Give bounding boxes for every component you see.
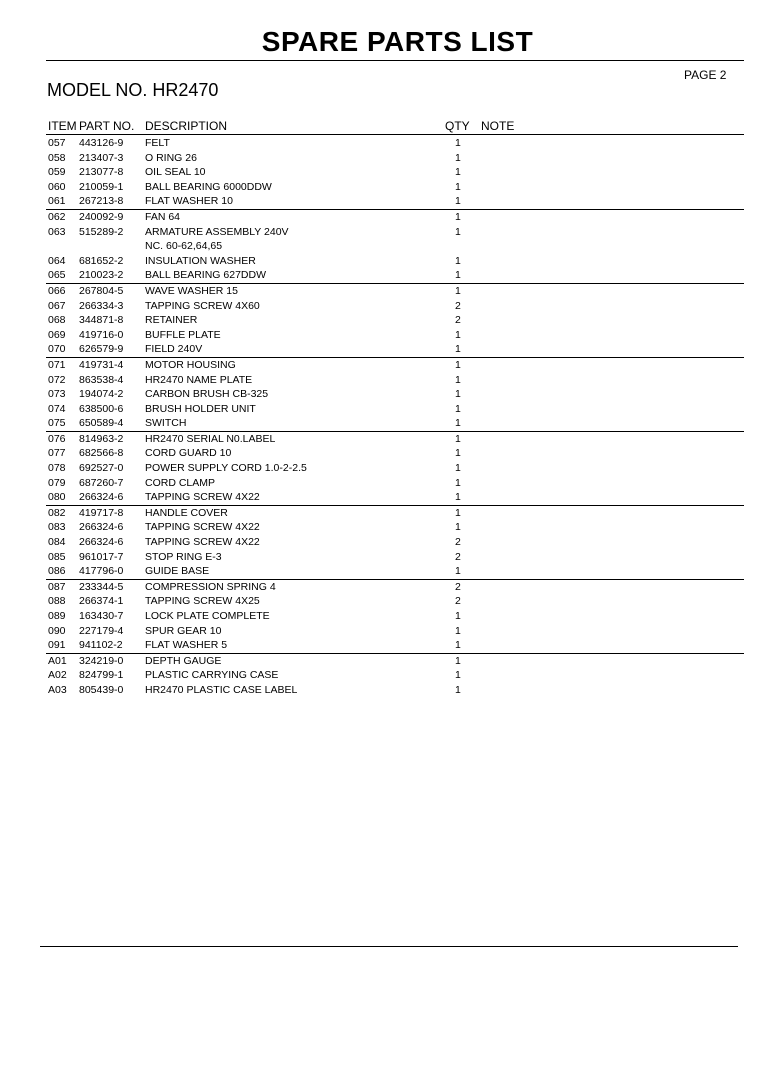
part-number: 267804-5	[79, 284, 124, 297]
quantity: 1	[455, 521, 461, 534]
table-row	[0, 313, 760, 328]
part-description: ARMATURE ASSEMBLY 240V	[145, 225, 289, 238]
part-description: INSULATION WASHER	[145, 254, 256, 267]
part-number: 941102-2	[79, 639, 123, 652]
part-description: FIELD 240V	[145, 343, 203, 356]
part-number: 681652-2	[79, 254, 124, 267]
quantity: 1	[455, 491, 461, 504]
part-number: 324219-0	[79, 654, 124, 667]
part-description: TAPPING SCREW 4X60	[145, 299, 260, 312]
item-number: 078	[48, 462, 66, 475]
table-row	[0, 402, 760, 417]
part-number: 267213-8	[79, 195, 124, 208]
part-description: LOCK PLATE COMPLETE	[145, 610, 270, 622]
part-number: 419717-8	[79, 506, 124, 519]
quantity: 1	[455, 328, 461, 341]
part-description: TAPPING SCREW 4X22	[145, 491, 260, 504]
item-number: 060	[48, 180, 66, 193]
table-row	[0, 490, 760, 505]
item-number: 076	[48, 432, 66, 445]
table-row	[0, 564, 760, 579]
part-number: 824799-1	[79, 669, 124, 682]
model-number: MODEL NO. HR2470	[47, 80, 219, 100]
quantity: 1	[455, 284, 461, 297]
quantity: 1	[455, 683, 461, 696]
table-row	[46, 653, 744, 669]
table-row	[0, 550, 760, 565]
item-number: 083	[48, 521, 66, 534]
part-description: RETAINER	[145, 314, 198, 327]
item-number: 082	[48, 506, 66, 519]
part-number: 814963-2	[79, 432, 124, 445]
quantity: 1	[455, 565, 461, 578]
part-number: 194074-2	[79, 388, 124, 401]
part-description: BRUSH HOLDER UNIT	[145, 402, 256, 415]
part-number: 638500-6	[79, 402, 124, 415]
table-row	[0, 535, 760, 550]
part-description: O RING 26	[145, 151, 197, 164]
table-row	[46, 357, 744, 373]
part-number: 213407-3	[79, 151, 124, 164]
part-number: 344871-8	[79, 314, 124, 327]
part-description: HR2470 SERIAL N0.LABEL	[145, 432, 276, 445]
quantity: 1	[455, 269, 461, 282]
table-row	[0, 225, 760, 240]
quantity: 1	[455, 417, 461, 430]
table-row	[0, 446, 760, 461]
item-number: 080	[48, 491, 66, 504]
item-number: 090	[48, 624, 66, 637]
bottom-rule	[40, 946, 738, 947]
table-row	[0, 136, 760, 151]
part-description: GUIDE BASE	[145, 565, 210, 578]
part-number: 419731-4	[79, 358, 124, 371]
part-number: 417796-0	[79, 565, 124, 578]
part-description: HR2470 NAME PLATE	[145, 373, 253, 386]
quantity: 1	[455, 639, 461, 652]
item-number: 087	[48, 580, 66, 593]
part-number: 266334-3	[79, 299, 124, 312]
page-title: SPARE PARTS LIST	[261, 26, 534, 57]
part-description: NC. 60-62,64,65	[145, 240, 223, 253]
part-number: 419716-0	[79, 328, 124, 341]
part-description: BUFFLE PLATE	[145, 328, 221, 341]
header-note: NOTE	[481, 119, 515, 133]
table-row	[0, 373, 760, 388]
item-number: 058	[48, 151, 66, 164]
quantity: 1	[455, 388, 461, 401]
table-row	[0, 194, 760, 209]
quantity: 1	[455, 432, 461, 445]
part-number: 213077-8	[79, 166, 124, 179]
table-row	[0, 594, 760, 609]
part-description: TAPPING SCREW 4X25	[145, 595, 260, 608]
quantity: 1	[455, 137, 461, 149]
quantity: 1	[455, 654, 461, 667]
part-description: BALL BEARING 6000DDW	[145, 180, 272, 193]
item-number: 074	[48, 402, 66, 415]
item-number: 059	[48, 166, 66, 179]
header-item: ITEM	[48, 119, 77, 133]
part-description: HANDLE COVER	[145, 506, 228, 519]
quantity: 1	[455, 166, 461, 179]
part-description: CORD GUARD 10	[145, 447, 232, 460]
table-header	[0, 119, 760, 135]
quantity: 1	[455, 402, 461, 415]
table-row	[46, 431, 744, 447]
quantity: 2	[455, 314, 461, 327]
item-number: 070	[48, 343, 66, 356]
item-number: A01	[48, 654, 67, 667]
table-row	[0, 299, 760, 314]
table-row	[46, 579, 744, 595]
table-row	[0, 520, 760, 535]
table-row	[0, 151, 760, 166]
quantity: 1	[455, 180, 461, 193]
item-number: 072	[48, 373, 66, 386]
part-description: BALL BEARING 627DDW	[145, 269, 266, 282]
quantity: 1	[455, 225, 461, 238]
part-description: FLAT WASHER 5	[145, 639, 228, 652]
part-number: 233344-5	[79, 580, 124, 593]
header-part-no: PART NO.	[79, 119, 135, 133]
part-number: 805439-0	[79, 683, 124, 696]
part-number: 687260-7	[79, 476, 124, 489]
part-description: POWER SUPPLY CORD 1.0-2-2.5	[145, 462, 307, 475]
part-number: 266324-6	[79, 536, 124, 549]
part-number: 961017-7	[79, 550, 124, 563]
part-number: 692527-0	[79, 462, 124, 475]
quantity: 1	[455, 254, 461, 267]
part-description: SWITCH	[145, 417, 187, 430]
quantity: 1	[455, 373, 461, 386]
table-row	[0, 328, 760, 343]
table-row	[0, 476, 760, 491]
item-number: 066	[48, 284, 66, 297]
part-description: FELT	[145, 137, 170, 149]
table-row	[0, 461, 760, 476]
part-number: 515289-2	[79, 225, 124, 238]
part-number: 266324-6	[79, 521, 124, 534]
table-row	[0, 416, 760, 431]
table-row	[0, 180, 760, 195]
part-description: TAPPING SCREW 4X22	[145, 536, 260, 549]
item-number: 071	[48, 358, 66, 371]
item-number: 068	[48, 314, 66, 327]
quantity: 1	[455, 358, 461, 371]
quantity: 1	[455, 476, 461, 489]
part-number: 210023-2	[79, 269, 124, 282]
part-description: CORD CLAMP	[145, 476, 216, 489]
item-number: 065	[48, 269, 66, 282]
item-number: 064	[48, 254, 66, 267]
part-number: 227179-4	[79, 624, 124, 637]
item-number: 088	[48, 595, 66, 608]
table-row	[0, 683, 760, 698]
quantity: 1	[455, 195, 461, 208]
part-description: FLAT WASHER 10	[145, 195, 233, 208]
item-number: 073	[48, 388, 66, 401]
header-description: DESCRIPTION	[145, 119, 228, 133]
table-row	[46, 209, 744, 225]
table-row	[46, 283, 744, 299]
quantity: 1	[455, 506, 461, 519]
item-number: 062	[48, 210, 66, 223]
part-description: DEPTH GAUGE	[145, 654, 222, 667]
quantity: 1	[455, 151, 461, 164]
quantity: 2	[455, 536, 461, 549]
table-row	[0, 387, 760, 402]
table-row	[0, 268, 760, 283]
quantity: 1	[455, 462, 461, 475]
part-number: 240092-9	[79, 210, 124, 223]
part-number: 682566-8	[79, 447, 124, 460]
header-qty: QTY	[445, 119, 470, 133]
table-row	[0, 668, 760, 683]
table-row	[46, 505, 744, 521]
part-number: 650589-4	[79, 417, 124, 430]
part-number: 863538-4	[79, 373, 124, 386]
part-description: COMPRESSION SPRING 4	[145, 580, 276, 593]
title-rule	[46, 60, 744, 61]
quantity: 2	[455, 595, 461, 608]
item-number: 075	[48, 417, 66, 430]
table-row	[0, 638, 760, 653]
part-number: 443126-9	[79, 137, 124, 149]
item-number: 067	[48, 299, 66, 312]
part-description: PLASTIC CARRYING CASE	[145, 669, 279, 682]
table-row	[0, 342, 760, 357]
quantity: 1	[455, 624, 461, 637]
item-number: 079	[48, 476, 66, 489]
item-number: 069	[48, 328, 66, 341]
table-row	[0, 165, 760, 180]
part-description: MOTOR HOUSING	[145, 358, 236, 371]
part-description: CARBON BRUSH CB-325	[145, 388, 269, 401]
part-description: TAPPING SCREW 4X22	[145, 521, 260, 534]
page-number: PAGE 2	[684, 68, 727, 82]
item-number: A02	[48, 669, 67, 682]
part-number: 210059-1	[79, 180, 124, 193]
quantity: 2	[455, 580, 461, 593]
quantity: 1	[455, 343, 461, 356]
item-number: 086	[48, 565, 66, 578]
item-number: A03	[48, 683, 67, 696]
quantity: 1	[455, 610, 461, 622]
header-rule	[46, 134, 744, 135]
item-number: 063	[48, 225, 66, 238]
item-number: 061	[48, 195, 66, 208]
part-description: SPUR GEAR 10	[145, 624, 222, 637]
part-number: 266324-6	[79, 491, 124, 504]
item-number: 084	[48, 536, 66, 549]
parts-table	[0, 136, 760, 698]
table-row	[0, 239, 760, 254]
item-number: 085	[48, 550, 66, 563]
item-number: 057	[48, 137, 66, 149]
part-description: STOP RING E-3	[145, 550, 222, 563]
part-number: 163430-7	[79, 610, 124, 622]
table-row	[0, 609, 760, 624]
item-number: 089	[48, 610, 66, 622]
table-row	[0, 624, 760, 639]
quantity: 1	[455, 447, 461, 460]
quantity: 2	[455, 550, 461, 563]
quantity: 1	[455, 210, 461, 223]
table-row	[0, 254, 760, 269]
quantity: 1	[455, 669, 461, 682]
item-number: 091	[48, 639, 66, 652]
quantity: 2	[455, 299, 461, 312]
part-number: 626579-9	[79, 343, 124, 356]
part-description: HR2470 PLASTIC CASE LABEL	[145, 683, 298, 696]
part-description: FAN 64	[145, 210, 181, 223]
part-description: WAVE WASHER 15	[145, 284, 238, 297]
part-number: 266374-1	[79, 595, 124, 608]
item-number: 077	[48, 447, 66, 460]
part-description: OIL SEAL 10	[145, 166, 206, 179]
